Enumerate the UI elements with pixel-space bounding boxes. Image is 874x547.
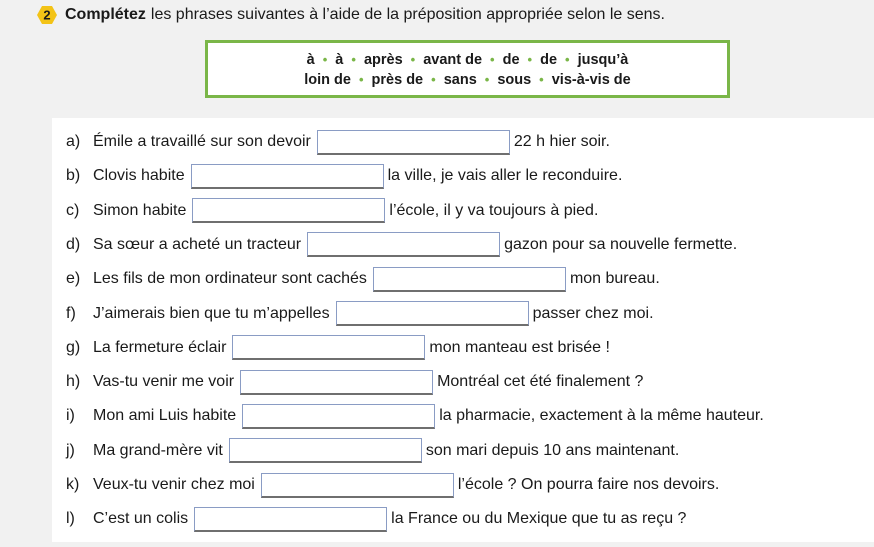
sentence-row [66, 473, 719, 497]
word-bank-item: jusqu’à [577, 52, 629, 68]
sentence-row [66, 130, 610, 154]
sentence-text-before: J’aimerais bien que tu m’appelles [93, 304, 330, 322]
sentence-letter: d) [66, 235, 81, 253]
bullet-separator: • [410, 52, 416, 67]
word-bank-item: à [335, 52, 344, 68]
instruction-text: les phrases suivantes à l’aide de la préposition appropriée selon le sens. [150, 6, 665, 23]
bullet-separator: • [539, 72, 544, 87]
answer-blank[interactable] [194, 507, 387, 532]
answer-blank[interactable] [242, 404, 435, 429]
bullet-separator: • [565, 52, 570, 67]
sentence-text-after: l’école, il y va toujours à pied. [389, 201, 599, 219]
answer-blank[interactable] [192, 198, 385, 223]
sentence-text-before: Veux-tu venir chez moi [93, 476, 255, 493]
sentence-text-before: Les fils de mon ordinateur sont cachés [93, 270, 367, 288]
word-bank-item: de [502, 52, 520, 68]
sentence-text-before: Mon ami Luis habite [93, 407, 237, 425]
bullet-separator: • [351, 52, 356, 67]
sentence-letter: f) [66, 304, 76, 322]
sentence-text-before: Clovis habite [93, 167, 185, 185]
bullet-separator: • [484, 72, 490, 87]
sentence-row [66, 404, 764, 428]
word-bank-item: sans [443, 72, 477, 88]
sentence-row [66, 199, 598, 223]
word-bank-item: avant de [423, 52, 483, 68]
sentence-text-after: 22 h hier soir. [513, 133, 610, 150]
sentence-letter: i) [66, 407, 75, 425]
sentence-text-after: la pharmacie, exactement à la même hauteur. [439, 407, 764, 425]
sentence-row [66, 267, 660, 291]
sentence-letter: k) [66, 476, 80, 493]
answer-blank[interactable] [317, 130, 510, 155]
instruction-keyword: Complétez [65, 6, 146, 23]
sentence-row [66, 439, 679, 463]
sentence-text-after: son mari depuis 10 ans maintenant. [425, 441, 680, 459]
word-bank [205, 40, 730, 98]
bullet-separator: • [527, 52, 533, 67]
word-bank-item: après [363, 52, 403, 68]
bullet-separator: • [322, 52, 328, 67]
sentence-text-after: passer chez moi. [532, 304, 654, 322]
word-bank-item: sous [497, 72, 532, 88]
exercise-header [37, 5, 665, 25]
word-bank-line-2 [208, 70, 727, 90]
exercise-number: 2 [43, 7, 51, 23]
answer-blank[interactable] [191, 164, 384, 189]
bullet-separator: • [431, 72, 436, 87]
sentence-text-after: l’école ? On pourra faire nos devoirs. [457, 476, 720, 493]
word-bank-item: de [540, 52, 558, 68]
sentence-row [66, 233, 737, 257]
sentence-text-after: la ville, je vais aller le reconduire. [387, 167, 623, 185]
answer-blank[interactable] [307, 232, 500, 257]
sentence-text-after: mon bureau. [569, 270, 660, 288]
sentence-text-before: C’est un colis [93, 510, 189, 528]
sentence-row [66, 164, 622, 188]
bullet-separator: • [490, 52, 495, 67]
sentence-letter: c) [66, 201, 80, 219]
answer-blank[interactable] [261, 473, 454, 498]
sentence-letter: g) [66, 338, 81, 356]
sentence-letter: a) [66, 133, 81, 150]
sentence-text-after: mon manteau est brisée ! [429, 338, 610, 356]
sentence-row [66, 336, 610, 360]
sentence-letter: h) [66, 373, 81, 391]
sentence-letter: l) [66, 510, 75, 528]
sentence-text-before: Ma grand-mère vit [93, 441, 223, 459]
exercise-number-badge [37, 5, 57, 25]
sentence-text-before: Vas-tu venir me voir [93, 373, 235, 391]
word-bank-line-1 [208, 50, 727, 70]
sentence-text-before: La fermeture éclair [93, 338, 227, 356]
word-bank-item: près de [371, 72, 424, 88]
word-bank-item: loin de [304, 72, 351, 88]
answer-blank[interactable] [240, 370, 433, 395]
word-bank-item: à [306, 52, 315, 68]
sentence-text-after: gazon pour sa nouvelle fermette. [504, 235, 738, 253]
answer-blank[interactable] [229, 438, 422, 463]
word-bank-item: vis-à-vis de [551, 72, 631, 88]
sentence-row [66, 370, 643, 394]
bullet-separator: • [358, 72, 364, 87]
sentence-text-after: Montréal cet été finalement ? [437, 373, 644, 391]
answer-blank[interactable] [336, 301, 529, 326]
sentence-letter: b) [66, 167, 81, 185]
sentence-row [66, 302, 654, 326]
answer-blank[interactable] [373, 267, 566, 292]
sentence-text-before: Simon habite [93, 201, 187, 219]
sentence-text-after: la France ou du Mexique que tu as reçu ? [391, 510, 687, 528]
sentence-letter: e) [66, 270, 81, 288]
sentence-text-before: Sa sœur a acheté un tracteur [93, 235, 302, 253]
sentence-letter: j) [66, 441, 75, 459]
answer-blank[interactable] [232, 335, 425, 360]
sentence-row [66, 507, 686, 531]
sentence-text-before: Émile a travaillé sur son devoir [93, 133, 311, 150]
